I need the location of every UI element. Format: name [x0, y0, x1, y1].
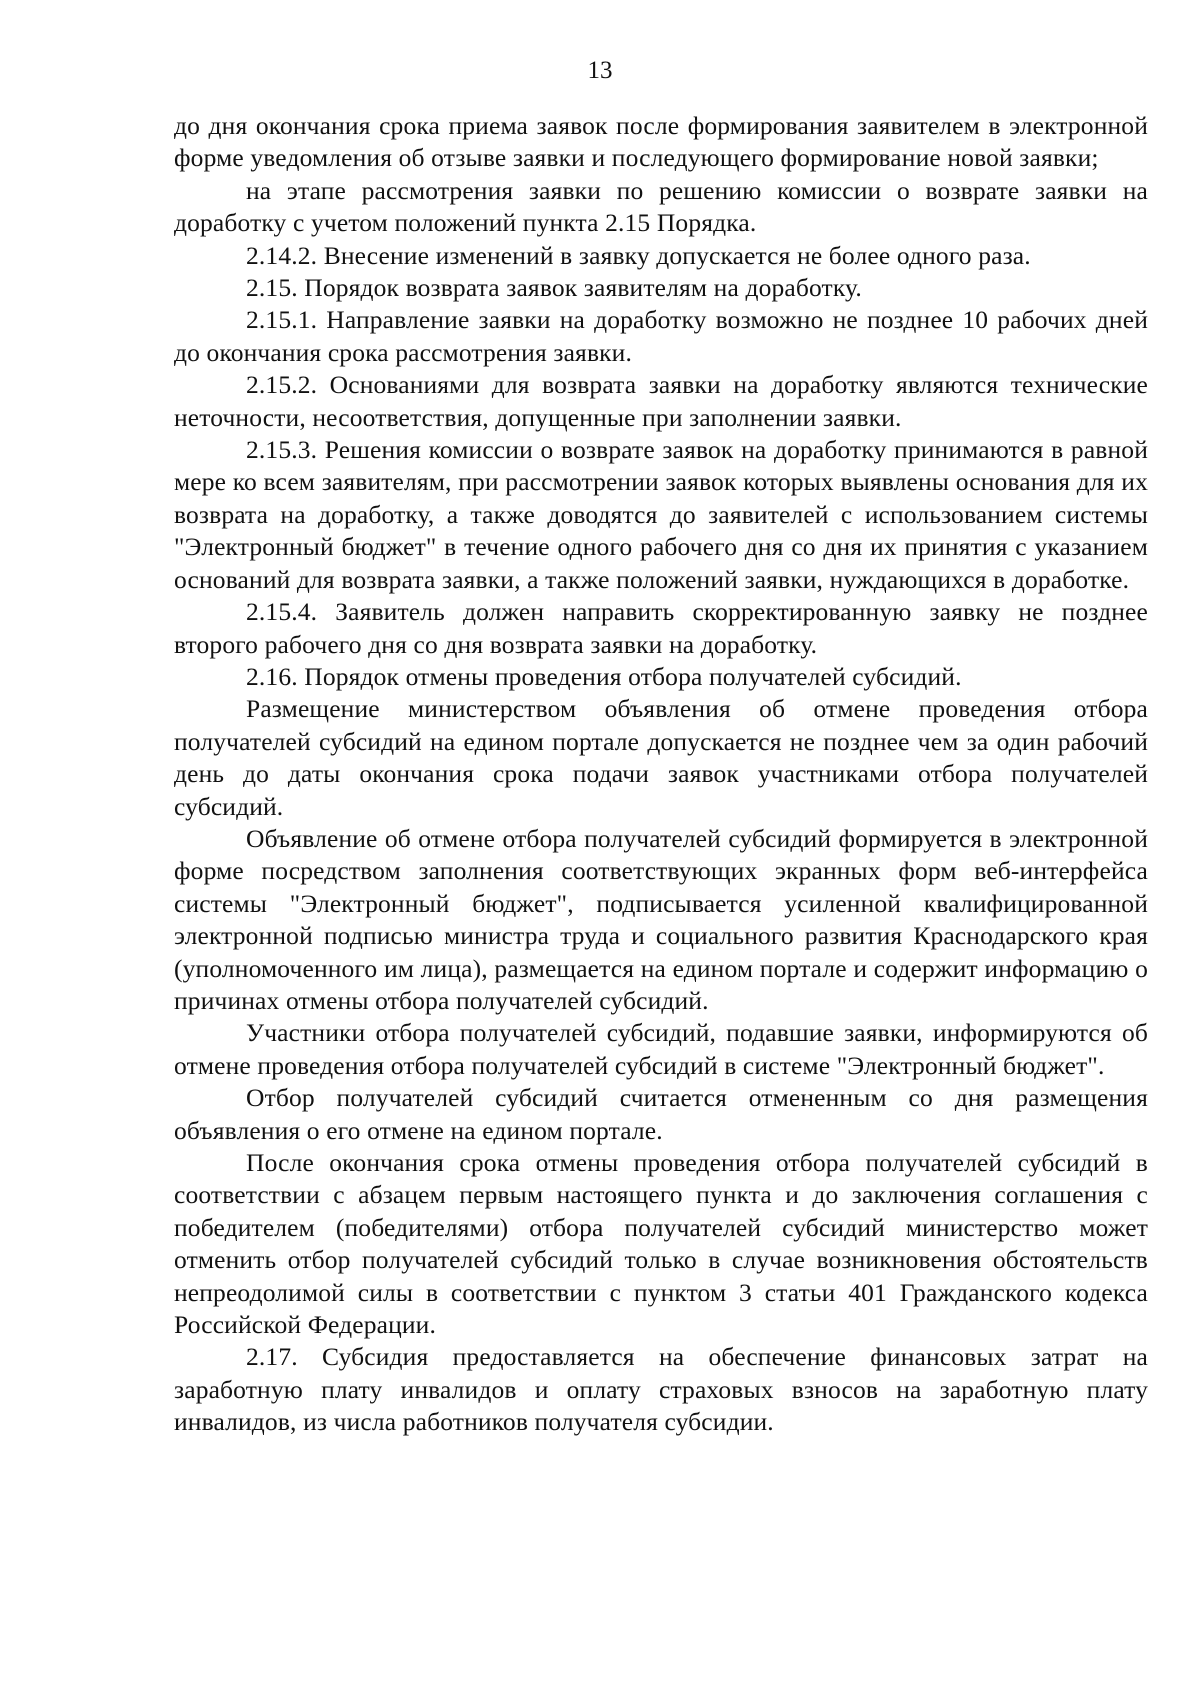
document-body — [174, 110, 1148, 1439]
paragraph: 2.14.2. Внесение изменений в заявку допускается не более одного раза. — [246, 240, 1031, 270]
paragraph: 2.15.4. Заявитель должен направить скорректированную заявку не позднее второго рабочего дня со дня возврата заявки на доработку. — [174, 597, 1148, 659]
paragraph: 2.15. Порядок возврата заявок заявителям на доработку. — [246, 273, 862, 303]
paragraph: 2.17. Субсидия предоставляется на обеспечение финансовых затрат на заработную плату инвалидов и оплату страховых взносов на заработную плату инвалидов, из числа работников получателя субсидии. — [174, 1342, 1148, 1437]
paragraph: на этапе рассмотрения заявки по решению комиссии о возврате заявки на доработку с учетом положений пункта 2.15 Порядка. — [174, 175, 1148, 238]
paragraph: Отбор получателей субсидий считается отмененным со дня размещения объявления о его отмене на едином портале. — [174, 1083, 1148, 1145]
paragraph: 2.16. Порядок отмены проведения отбора получателей субсидий. — [246, 661, 962, 691]
paragraph: 2.15.2. Основаниями для возврата заявки на доработку являются технические неточности, несоответствия, допущенные при заполнении заявки. — [174, 370, 1148, 432]
paragraph: до дня окончания срока приема заявок после формирования заявителем в электронной форме уведомления об отзыве заявки и последующего формирование новой заявки; — [174, 111, 1148, 173]
paragraph: Размещение министерством объявления об отмене проведения отбора получателей субсидий на едином портале допускается не позднее чем за один рабочий день до даты окончания срока подачи заявок участниками отбора получателей субсидий. — [174, 694, 1148, 821]
paragraph: 2.15.3. Решения комиссии о возврате заявок на доработку принимаются в равной мере ко всем заявителям, при рассмотрении заявок которых выявлены основания для их возврата на доработку, а также доводятся до заявителей с использованием системы "Электронный бюджет" в течение одного рабочего дня со дня их принятия с указанием оснований для возврата заявки, а также положений заявки, нуждающихся в доработке. — [174, 435, 1148, 594]
paragraph: Участники отбора получателей субсидий, подавшие заявки, информируются об отмене проведения отбора получателей субсидий в системе "Электронный бюджет". — [174, 1018, 1148, 1080]
page-number: 13 — [587, 57, 613, 84]
paragraph: 2.15.1. Направление заявки на доработку возможно не позднее 10 рабочих дней до окончания срока рассмотрения заявки. — [174, 305, 1148, 367]
paragraph: Объявление об отмене отбора получателей субсидий формируется в электронной форме посредством заполнения соответствующих экранных форм веб-интерфейса системы "Электронный бюджет", подписывается усиленной квалифицированной электронной подписью министра труда и социального развития Краснодарского края (уполномоченного им лица), размещается на едином портале и содержит информацию о причинах отмены отбора получателей субсидий. — [174, 823, 1148, 1015]
paragraph: После окончания срока отмены проведения отбора получателей субсидий в соответствии с абзацем первым настоящего пункта и до заключения соглашения с победителем (победителями) отбора получателей субсидий министерство может отменить отбор получателей субсидий только в случае возникновения обстоятельств непреодолимой силы в соответствии с пунктом 3 статьи 401 Гражданского кодекса Российской Федерации. — [174, 1148, 1148, 1340]
